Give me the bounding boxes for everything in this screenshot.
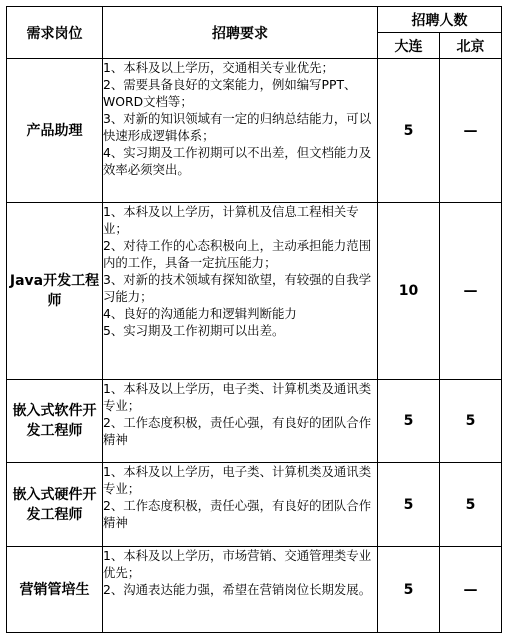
headcount-beijing: — [440, 203, 502, 380]
position-name: 嵌入式软件开发工程师 [7, 380, 103, 463]
header-requirements: 招聘要求 [103, 7, 378, 59]
requirement-line: 2、工作态度积极，责任心强，有良好的团队合作精神 [103, 415, 372, 447]
header-city-dalian: 大连 [378, 33, 440, 59]
requirement-line: 5、实习期及工作初期可以出差。 [103, 323, 285, 338]
header-position: 需求岗位 [7, 7, 103, 59]
table-row [7, 203, 502, 380]
header-headcount: 招聘人数 [378, 7, 502, 33]
headcount-dalian: 5 [378, 463, 440, 547]
requirement-line: 1、本科及以上学历，交通相关专业优先； [103, 60, 334, 75]
requirement-line: 2、沟通表达能力强，希望在营销岗位长期发展。 [103, 582, 372, 597]
table-row [7, 59, 502, 203]
headcount-dalian: 5 [378, 380, 440, 463]
requirement-line: 2、对待工作的心态积极向上，主动承担能力范围内的工作，具备一定抗压能力； [103, 238, 372, 270]
requirements-cell [103, 547, 378, 633]
headcount-dalian: 5 [378, 59, 440, 203]
headcount-dalian: 5 [378, 547, 440, 633]
table-row [7, 547, 502, 633]
requirement-line: 1、本科及以上学历，计算机及信息工程相关专业； [103, 204, 359, 236]
requirement-line: 4、良好的沟通能力和逻辑判断能力 [103, 306, 297, 321]
table-row [7, 380, 502, 463]
requirements-cell [103, 59, 378, 203]
header-city-beijing: 北京 [440, 33, 502, 59]
requirement-line: 3、对新的技术领域有探知欲望，有较强的自我学习能力； [103, 272, 372, 304]
requirements-cell [103, 203, 378, 380]
recruitment-table [6, 6, 502, 633]
headcount-beijing: — [440, 547, 502, 633]
table-row [7, 463, 502, 547]
requirements-cell [103, 380, 378, 463]
requirement-line: 1、本科及以上学历，电子类、计算机类及通讯类专业； [103, 381, 372, 413]
position-name: Java开发工程师 [7, 203, 103, 380]
requirement-line: 3、对新的知识领域有一定的归纳总结能力，可以快速形成逻辑体系； [103, 111, 372, 143]
requirement-line: 1、本科及以上学历，市场营销、交通管理类专业优先； [103, 548, 372, 580]
requirements-cell [103, 463, 378, 547]
header-row [7, 7, 502, 33]
headcount-beijing: 5 [440, 463, 502, 547]
headcount-beijing: 5 [440, 380, 502, 463]
position-name: 嵌入式硬件开发工程师 [7, 463, 103, 547]
requirement-line: 2、需要具备良好的文案能力，例如编写PPT、WORD文档等； [103, 77, 357, 109]
requirement-line: 1、本科及以上学历，电子类、计算机类及通讯类专业； [103, 464, 372, 496]
requirement-line: 4、实习期及工作初期可以不出差，但文档能力及效率必须突出。 [103, 145, 372, 177]
requirement-line: 2、工作态度积极，责任心强，有良好的团队合作精神 [103, 498, 372, 530]
position-name: 营销管培生 [7, 547, 103, 633]
headcount-beijing: — [440, 59, 502, 203]
position-name: 产品助理 [7, 59, 103, 203]
headcount-dalian: 10 [378, 203, 440, 380]
